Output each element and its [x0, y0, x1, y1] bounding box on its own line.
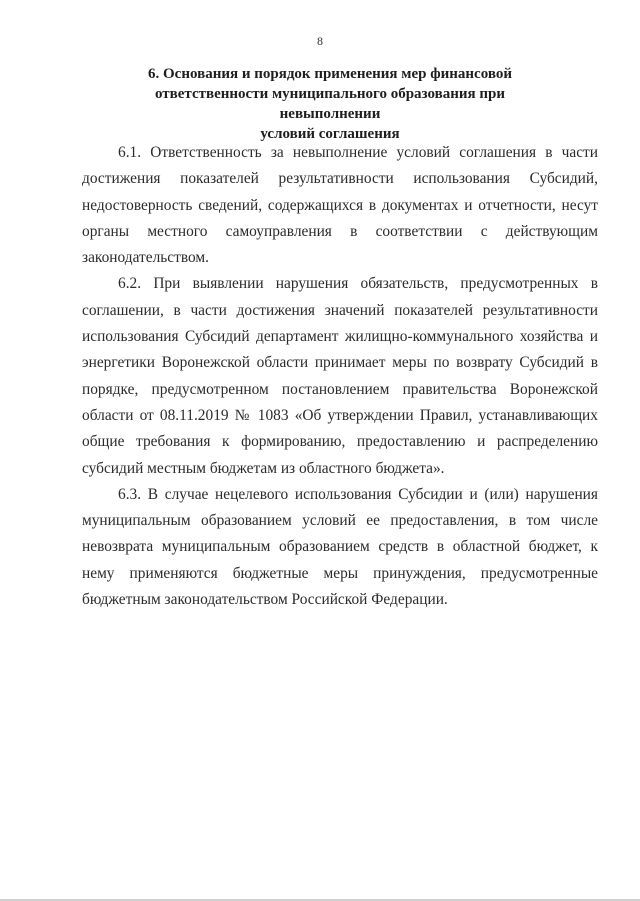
paragraph-line: субсидий местным бюджетам из областного бюджета».	[82, 459, 445, 477]
paragraph-line: соглашении, в части достижения значений показателей результативности	[82, 301, 598, 319]
paragraph-line: 6.2. При выявлении нарушения обязательств, предусмотренных в	[118, 275, 598, 293]
paragraph-6-2	[82, 271, 598, 481]
paragraph-line: 6.1. Ответственность за невыполнение условий соглашения в части	[118, 144, 598, 161]
paragraph-line: области от 08.11.2019 № 1083 «Об утверждении Правил, устанавливающих	[82, 406, 598, 424]
paragraph-6-1	[82, 140, 598, 271]
paragraph-line: бюджетным законодательством Российской Федерации.	[82, 591, 448, 609]
section-heading-line-2: ответственности муниципального образования при невыполнении	[155, 86, 505, 122]
paragraph-line: порядке, предусмотренном постановлением правительства Воронежской	[82, 380, 598, 398]
page-number: 8	[317, 34, 323, 48]
paragraph-line: законодательством.	[82, 249, 210, 267]
section-heading-line-1: 6. Основания и порядок применения мер финансовой	[148, 66, 512, 82]
paragraph-line: 6.3. В случае нецелевого использования Субсидии и (или) нарушения	[118, 485, 598, 503]
paragraph-line: муниципальным образованием условий ее предоставления, в том числе	[82, 512, 598, 530]
paragraph-line: энергетики Воронежской области принимает меры по возврату Субсидий в	[82, 354, 598, 372]
paragraph-line: нему применяются бюджетные меры принуждения, предусмотренные	[82, 564, 598, 582]
document-body	[82, 140, 598, 613]
paragraph-6-3	[82, 482, 598, 613]
paragraph-line: использования Субсидий департамент жилищно-коммунального хозяйства и	[82, 328, 598, 346]
paragraph-line: общие требования к формированию, предоставлению и распределению	[82, 433, 598, 451]
paragraph-line: невозврата муниципальным образованием средств в областной бюджет, к	[82, 538, 598, 556]
paragraph-line: органы местного самоуправления в соответствии с действующим	[82, 222, 598, 240]
paragraph-line: достижения показателей результативности использования Субсидий,	[82, 170, 598, 188]
section-heading	[110, 64, 550, 144]
paragraph-line: недостоверность сведений, содержащихся в документах и отчетности, несут	[82, 196, 598, 214]
section-heading-line-3: условий соглашения	[260, 126, 400, 142]
